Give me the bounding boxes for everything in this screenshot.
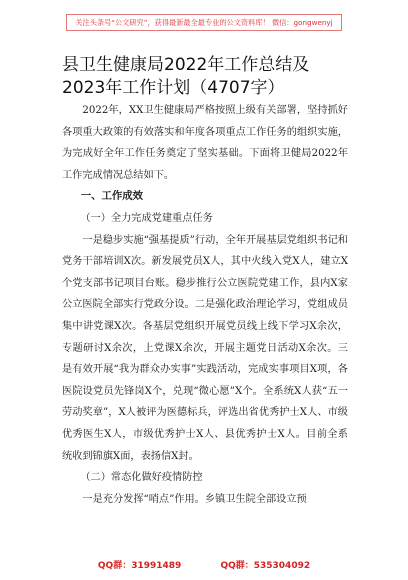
section-heading: 一、工作成效 [80, 190, 144, 203]
page-footer [0, 558, 408, 571]
promo-banner: 关注头条号“公文研究”，获得最新最全最专业的公文资料库！ 微信：gongwenyj [66, 14, 342, 31]
document-body [62, 100, 348, 510]
subsection-heading: （一）全力完成党建重点任务 [80, 212, 213, 224]
qq-group-1: QQ群：31991489 [97, 561, 182, 571]
subsection-paragraph: 一是稳步实施“强基提质”行动，全年开展基层党组织书记和党务干部培训X次。新发展党员X人，其中火线入党X人，建立X个党支部书记项目台账。稳步推行公立医院党建工作，县内X家公立医院全部实行党政分设。二是强化政治理论学习，党组成员集中讲党课X次。各基层党组织开展党员线上线下学习X余次，专题研讨X余次，上党课X余次，开展主题党日活动X余次。三是有效开展“我为群众办实事”实践活动，完成实事项目X项，各医院设党员先锋岗X个，兑现“微心愿”X个。全系统X人获“五一劳动奖章”，X人被评为医德标兵，评选出省优秀护士X人、市级优秀医生X人，市级优秀护士X人、县优秀护士X人。目前全系统收到锦旗X面，表扬信X封。 [62, 234, 348, 462]
subsection-heading: （二）常态化做好疫情防控 [80, 472, 203, 484]
document-title: 县卫生健康局2022年工作总结及2023年工作计划（4707字） [62, 55, 310, 98]
subsection-paragraph: 一是充分发挥“哨点”作用。乡镇卫生院全部设立预 [82, 493, 307, 505]
qq-group-2: QQ群：535304092 [220, 561, 311, 571]
intro-paragraph: 2022年，XX卫生健康局严格按照上级有关部署，坚持抓好各项重大政策的有效落实和年度各项重点工作任务的组织实施，为完成好全年工作任务奠定了坚实基础。下面将卫健局2022年工作完成情况总结如下。 [62, 105, 348, 181]
